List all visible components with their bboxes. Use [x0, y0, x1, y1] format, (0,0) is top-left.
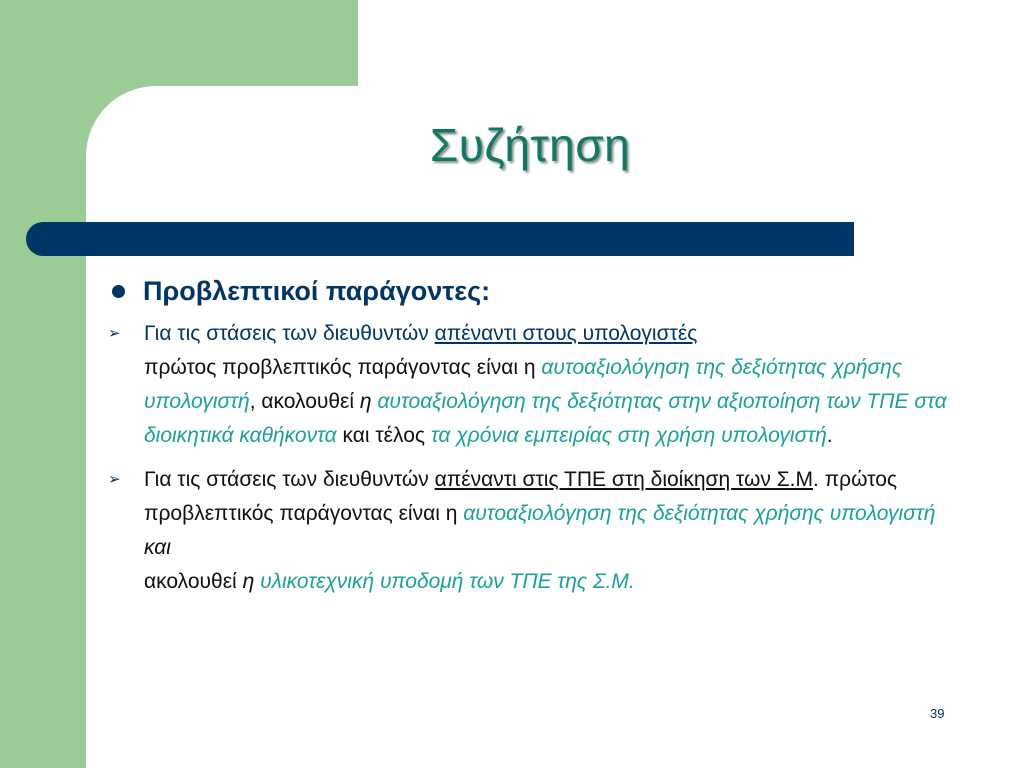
highlight-text: αυτοαξιολόγηση της δεξιότητας στην αξιοποίηση των ΤΠΕ στα διοικητικά καθήκοντα — [144, 390, 947, 447]
italic-text: η — [242, 570, 255, 593]
highlight-text: υλικοτεχνική υποδομή των ΤΠΕ της Σ.Μ. — [254, 570, 635, 593]
white-top-area — [358, 0, 1024, 86]
bullet-dot-icon — [112, 285, 125, 298]
page-number: 39 — [930, 706, 945, 721]
text-segment: Για τις στάσεις των διευθυντών — [144, 322, 435, 345]
title-divider-bar — [26, 222, 854, 256]
green-background-left — [0, 0, 86, 768]
italic-text: και — [144, 536, 171, 559]
sub-bullet-computers — [108, 317, 948, 453]
highlight-text: αυτοαξιολόγηση της δεξιότητας χρήσης υπολογιστή — [144, 356, 903, 413]
arrow-bullet-icon: ➢ — [108, 325, 121, 342]
arrow-bullet-icon: ➢ — [108, 471, 121, 488]
green-background-top — [0, 0, 358, 86]
slide-title: Συζήτηση — [429, 119, 631, 171]
text-segment: ακολουθεί — [144, 570, 243, 593]
italic-text: η — [359, 390, 372, 413]
main-bullet — [108, 276, 948, 307]
text-segment: Για τις στάσεις των διευθυντών — [144, 468, 435, 491]
text-segment: και τέλος — [336, 424, 431, 447]
sub-bullet-ict — [108, 463, 948, 599]
text-segment: . — [826, 424, 833, 447]
text-segment: , ακολουθεί — [249, 390, 360, 413]
main-bullet-text: Προβλεπτικοί παράγοντες: — [143, 276, 491, 306]
slide-content — [108, 276, 948, 609]
text-segment: . πρώτος προβλεπτικός παράγοντας είναι η — [144, 468, 898, 525]
underlined-text: απέναντι στους υπολογιστές — [434, 322, 698, 345]
text-segment: πρώτος προβλεπτικός παράγοντας είναι η — [144, 356, 542, 379]
underlined-text: απέναντι στις ΤΠΕ στη διοίκηση των Σ.Μ — [434, 468, 814, 491]
highlight-text: αυτοαξιολόγηση της δεξιότητας χρήσης υπολογιστή — [463, 502, 936, 525]
highlight-text: τα χρόνια εμπειρίας στη χρήση υπολογιστή — [430, 424, 827, 447]
